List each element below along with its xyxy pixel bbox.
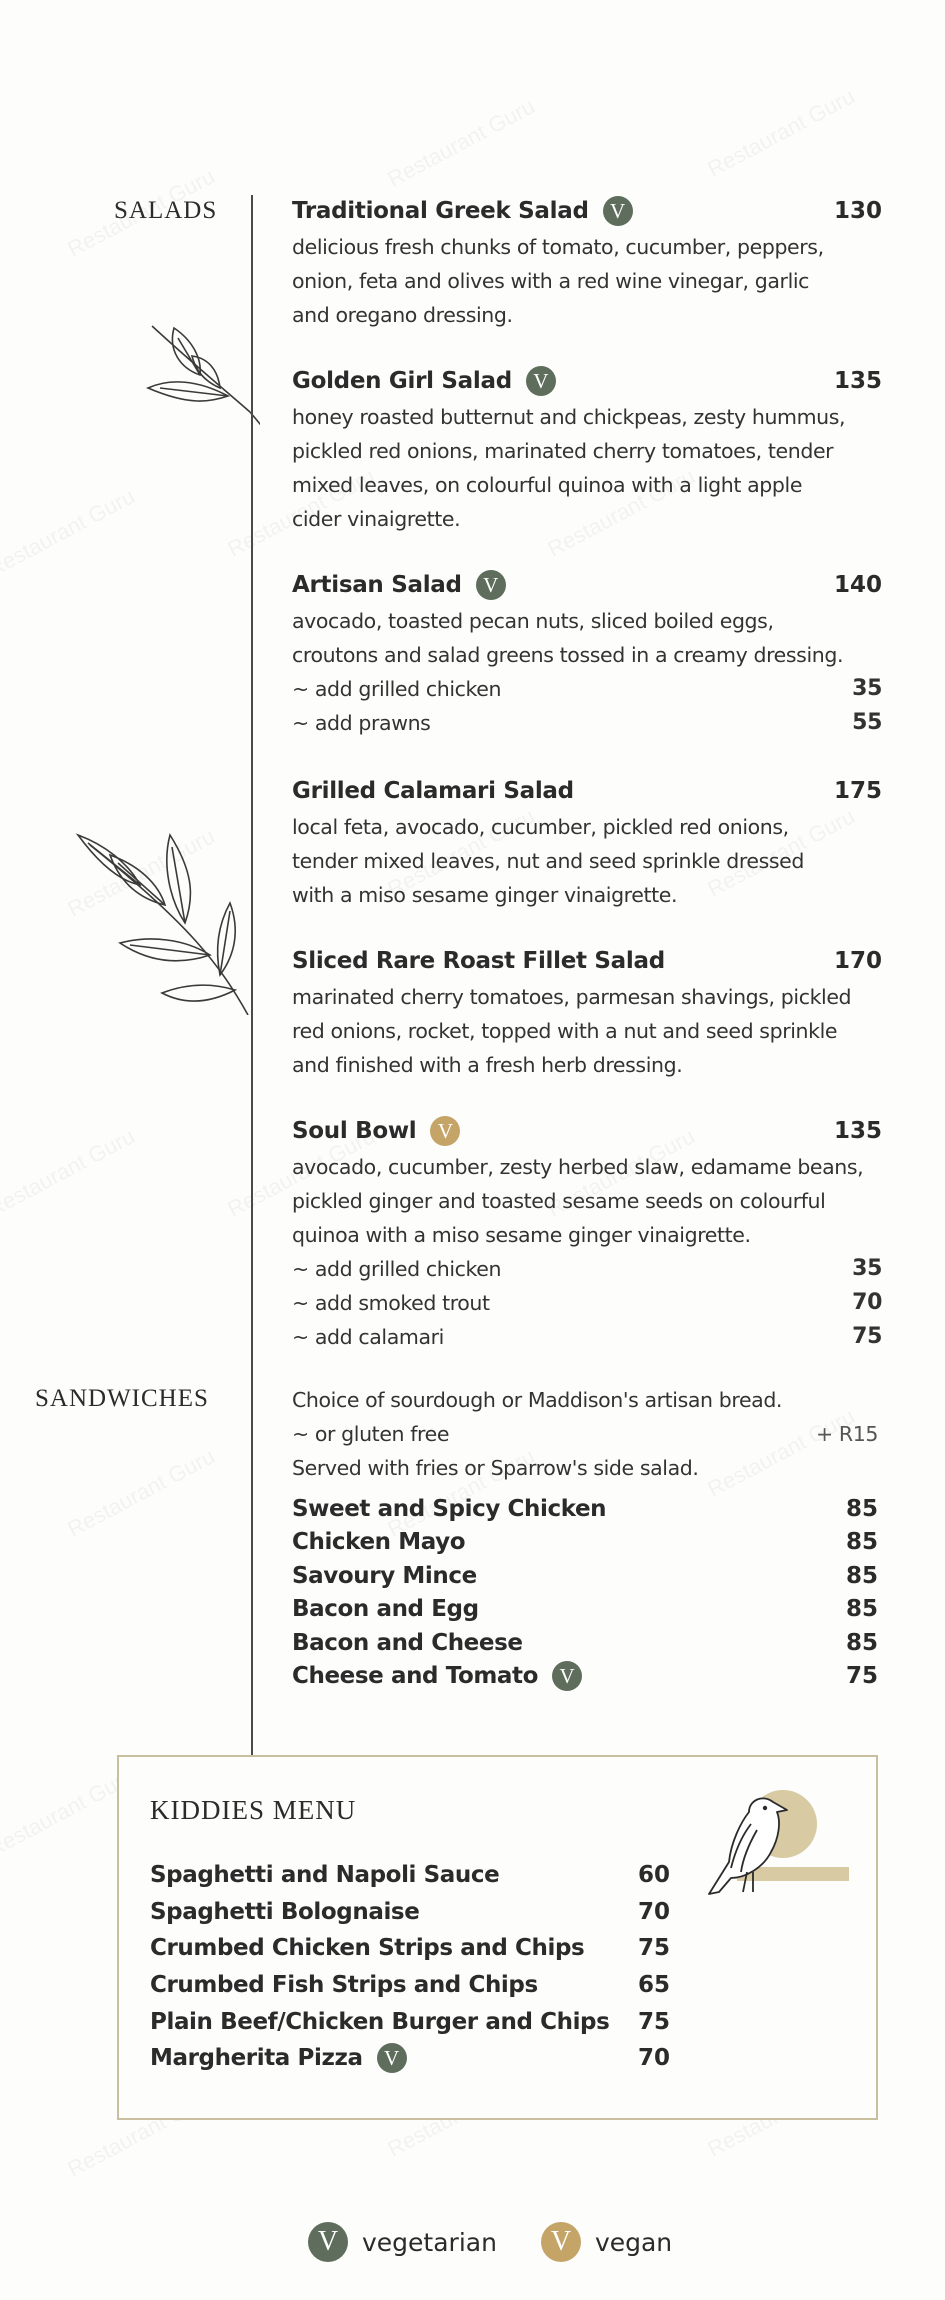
- vegetarian-icon: V: [552, 1661, 582, 1691]
- menu-item-name: Soul Bowl: [292, 1118, 417, 1144]
- addon-row: [292, 1286, 882, 1320]
- sandwiches-side-note: Served with fries or Sparrow's side salad.: [292, 1456, 699, 1480]
- menu-item-name: Grilled Calamari Salad: [292, 778, 574, 804]
- sandwich-price: 75: [845, 1663, 878, 1690]
- kiddies-item: [150, 2003, 670, 2040]
- vegetarian-icon: V: [526, 366, 556, 396]
- gluten-free-price: + R15: [815, 1422, 878, 1446]
- leaf-branch-icon: [70, 815, 255, 1015]
- menu-item: [292, 1112, 882, 1354]
- addon-price: 70: [852, 1290, 882, 1315]
- menu-item-description: croutons and salad greens tossed in a creamy dressing.: [292, 643, 844, 667]
- sandwich-price: 85: [845, 1529, 878, 1556]
- sandwich-item: [292, 1593, 878, 1627]
- addon-price: 75: [852, 1324, 882, 1349]
- menu-item-description: red onions, rocket, topped with a nut and seed sprinkle: [292, 1019, 838, 1043]
- kiddies-menu-box: [117, 1755, 878, 2120]
- sandwich-item: [292, 1492, 878, 1526]
- menu-item: [292, 566, 882, 740]
- kiddies-item-name: Spaghetti and Napoli Sauce: [150, 1862, 500, 1889]
- menu-item-price: 130: [833, 198, 882, 224]
- watermark-text: [0, 1123, 139, 1222]
- sparrow-bird-icon: [701, 1782, 851, 1917]
- addon-row: [292, 706, 882, 740]
- sandwich-name: Bacon and Cheese: [292, 1629, 523, 1656]
- sandwich-price: 85: [845, 1495, 878, 1522]
- menu-item-price: 135: [833, 368, 882, 394]
- addon-row: [292, 672, 882, 706]
- menu-item-header: [292, 772, 882, 810]
- menu-item: [292, 942, 882, 1082]
- menu-item-name: Traditional Greek Salad: [292, 198, 589, 224]
- menu-item-description: honey roasted butternut and chickpeas, zesty hummus,: [292, 405, 846, 429]
- addon-price: 55: [852, 710, 882, 735]
- menu-item-description: onion, feta and olives with a red wine vinegar, garlic: [292, 269, 810, 293]
- watermark-text: [0, 483, 139, 582]
- gluten-free-option: [292, 1417, 878, 1451]
- menu-item-price: 140: [833, 572, 882, 598]
- menu-item-description: pickled ginger and toasted sesame seeds on colourful: [292, 1189, 826, 1213]
- vegetarian-legend-label: vegetarian: [362, 2227, 497, 2257]
- vegan-legend-icon: V: [541, 2222, 581, 2262]
- menu-item-description: marinated cherry tomatoes, parmesan shavings, pickled: [292, 985, 852, 1009]
- sandwich-name: Sweet and Spicy Chicken: [292, 1495, 607, 1522]
- menu-item-name: Artisan Salad: [292, 572, 462, 598]
- section-divider-line: [251, 195, 253, 1755]
- kiddies-item: [150, 2040, 670, 2077]
- sandwiches-bread-note: Choice of sourdough or Maddison's artisan bread.: [292, 1388, 783, 1412]
- sandwich-name: Chicken Mayo: [292, 1529, 466, 1556]
- menu-item-description: avocado, toasted pecan nuts, sliced boiled eggs,: [292, 609, 774, 633]
- kiddies-item-price: 65: [637, 1972, 670, 1999]
- kiddies-menu-title: KIDDIES MENU: [150, 1795, 357, 1825]
- addon-label: ~ add grilled chicken: [292, 677, 502, 701]
- watermark-text: [63, 1443, 219, 1542]
- menu-item: [292, 192, 882, 332]
- menu-item-description: pickled red onions, marinated cherry tomatoes, tender: [292, 439, 834, 463]
- kiddies-item: [150, 1894, 670, 1931]
- kiddies-item-name: Margherita Pizza: [150, 2045, 363, 2072]
- sandwich-item: [292, 1526, 878, 1560]
- kiddies-item: [150, 1967, 670, 2004]
- watermark-text: [703, 83, 859, 182]
- vegetarian-legend-icon: V: [308, 2222, 348, 2262]
- kiddies-item-price: 70: [637, 2045, 670, 2072]
- addon-label: ~ add grilled chicken: [292, 1257, 502, 1281]
- sandwich-price: 85: [845, 1596, 878, 1623]
- kiddies-item-price: 70: [637, 1898, 670, 1925]
- menu-item-description: cider vinaigrette.: [292, 507, 461, 531]
- menu-item-header: [292, 1112, 882, 1150]
- sandwich-item: [292, 1660, 878, 1694]
- sandwich-name: Cheese and Tomato: [292, 1663, 539, 1690]
- menu-item: [292, 772, 882, 912]
- menu-item-price: 175: [833, 778, 882, 804]
- kiddies-item-price: 75: [637, 1935, 670, 1962]
- sandwich-price: 85: [845, 1562, 878, 1589]
- menu-item-header: [292, 942, 882, 980]
- sandwich-name: Savoury Mince: [292, 1562, 477, 1589]
- kiddies-item: [150, 1930, 670, 1967]
- sandwich-item: [292, 1559, 878, 1593]
- menu-item: [292, 362, 882, 536]
- kiddies-item-name: Crumbed Fish Strips and Chips: [150, 1972, 538, 1999]
- menu-item-description: tender mixed leaves, nut and seed sprinkle dressed: [292, 849, 804, 873]
- menu-item-header: [292, 566, 882, 604]
- sandwiches-list: [292, 1492, 878, 1693]
- menu-item-header: [292, 362, 882, 400]
- vegetarian-icon: V: [377, 2043, 407, 2073]
- menu-item-description: and oregano dressing.: [292, 303, 513, 327]
- gluten-free-label: ~ or gluten free: [292, 1422, 450, 1446]
- sandwich-price: 85: [845, 1629, 878, 1656]
- watermark-text: [383, 93, 539, 192]
- menu-item-description: avocado, cucumber, zesty herbed slaw, edamame beans,: [292, 1155, 864, 1179]
- menu-item-price: 170: [833, 948, 882, 974]
- kiddies-item-name: Crumbed Chicken Strips and Chips: [150, 1935, 585, 1962]
- kiddies-item-price: 60: [637, 1862, 670, 1889]
- vegetarian-icon: V: [476, 570, 506, 600]
- salads-section-title: SALADS: [114, 197, 218, 224]
- vegan-icon: V: [430, 1116, 460, 1146]
- menu-item-name: Golden Girl Salad: [292, 368, 512, 394]
- addon-price: 35: [852, 676, 882, 701]
- addon-row: [292, 1252, 882, 1286]
- menu-item-price: 135: [833, 1118, 882, 1144]
- sandwiches-intro: [292, 1383, 882, 1485]
- kiddies-item-price: 75: [637, 2008, 670, 2035]
- sandwich-item: [292, 1626, 878, 1660]
- vegan-legend-label: vegan: [594, 2227, 673, 2257]
- kiddies-item-name: Plain Beef/Chicken Burger and Chips: [150, 2008, 610, 2035]
- menu-item-description: quinoa with a miso sesame ginger vinaigrette.: [292, 1223, 751, 1247]
- addon-label: ~ add smoked trout: [292, 1291, 490, 1315]
- vegetarian-icon: V: [603, 196, 633, 226]
- menu-item-description: mixed leaves, on colourful quinoa with a light apple: [292, 473, 803, 497]
- kiddies-item: [150, 1857, 670, 1894]
- sandwich-name: Bacon and Egg: [292, 1596, 479, 1623]
- menu-item-header: [292, 192, 882, 230]
- addon-label: ~ add calamari: [292, 1325, 444, 1349]
- kiddies-list: [150, 1857, 670, 2077]
- kiddies-item-name: Spaghetti Bolognaise: [150, 1898, 420, 1925]
- addon-row: [292, 1320, 882, 1354]
- menu-item-name: Sliced Rare Roast Fillet Salad: [292, 948, 665, 974]
- addon-price: 35: [852, 1256, 882, 1281]
- menu-item-description: delicious fresh chunks of tomato, cucumber, peppers,: [292, 235, 824, 259]
- menu-item-description: with a miso sesame ginger vinaigrette.: [292, 883, 678, 907]
- diet-legend: [308, 2222, 716, 2262]
- menu-item-description: local feta, avocado, cucumber, pickled red onions,: [292, 815, 789, 839]
- leaf-branch-icon: [140, 320, 260, 430]
- menu-item-description: and finished with a fresh herb dressing.: [292, 1053, 683, 1077]
- addon-label: ~ add prawns: [292, 711, 431, 735]
- sandwiches-section-title: SANDWICHES: [35, 1385, 209, 1412]
